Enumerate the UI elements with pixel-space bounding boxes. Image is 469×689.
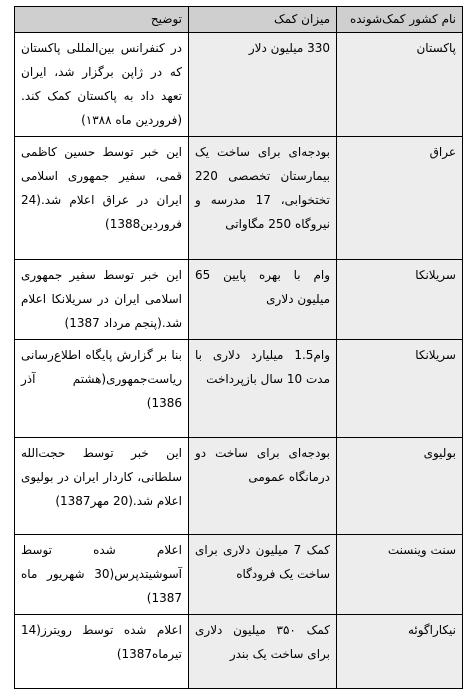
amount-cell: وام1.5 میلیارد دلاری با مدت 10 سال بازپرداخت	[189, 340, 337, 438]
amount-cell: بودجه‌ای برای ساخت دو درمانگاه عمومی	[189, 438, 337, 535]
amount-cell: کمک ۳۵۰ میلیون دلاری برای ساخت یک بندر	[189, 615, 337, 689]
note-cell: در کنفرانس بین‌المللی پاکستان که در ژاپن برگزار شد، ایران تعهد داد به پاکستان کمک کند. (فروردین ماه ۱۳۸۸)	[15, 33, 189, 137]
header-amount: میزان کمک	[189, 7, 337, 33]
table-row	[15, 615, 463, 689]
note-cell: این خبر توسط سفیر جمهوری اسلامی ایران در سریلانکا اعلام شد.(پنجم مرداد 1387)	[15, 260, 189, 340]
table-row	[15, 340, 463, 438]
country-cell: سنت وینسنت	[337, 535, 463, 615]
header-row	[15, 7, 463, 33]
amount-cell: کمک 7 میلیون دلاری برای ساخت یک فرودگاه	[189, 535, 337, 615]
note-cell: این خبر توسط حسین کاظمی قمی، سفیر جمهوری اسلامی ایران در عراق اعلام شد.(24 فروردین1388)	[15, 137, 189, 260]
table-row	[15, 33, 463, 137]
note-cell: اعلام شده توسط آسوشیتدپرس(30 شهریور ماه 1387)	[15, 535, 189, 615]
country-cell: عراق	[337, 137, 463, 260]
amount-cell: بودجه‌ای برای ساخت یک بیمارستان تخصصی 220 تختخوابی، 17 مدرسه و نیروگاه 250 مگاواتی	[189, 137, 337, 260]
header-country: نام کشور کمک‌شونده	[337, 7, 463, 33]
table-row	[15, 137, 463, 260]
country-cell: بولیوی	[337, 438, 463, 535]
table-row	[15, 535, 463, 615]
note-cell: این خبر توسط حجت‌الله سلطانی، کاردار ایران در بولیوی اعلام شد.(20 مهر1387)	[15, 438, 189, 535]
table-row	[15, 260, 463, 340]
note-cell: بنا بر گزارش پایگاه اطلاع‌رسانی ریاست‌جمهوری(هشتم آذر 1386)	[15, 340, 189, 438]
note-cell: اعلام شده توسط رویترز(14 تیرماه1387)	[15, 615, 189, 689]
country-cell: نیکاراگوئه	[337, 615, 463, 689]
amount-cell: وام با بهره پایین 65 میلیون دلاری	[189, 260, 337, 340]
amount-cell: 330 میلیون دلار	[189, 33, 337, 137]
header-note: توضیح	[15, 7, 189, 33]
country-cell: سریلانکا	[337, 260, 463, 340]
country-cell: پاکستان	[337, 33, 463, 137]
table-row	[15, 438, 463, 535]
country-cell: سریلانکا	[337, 340, 463, 438]
aid-table	[14, 6, 463, 689]
